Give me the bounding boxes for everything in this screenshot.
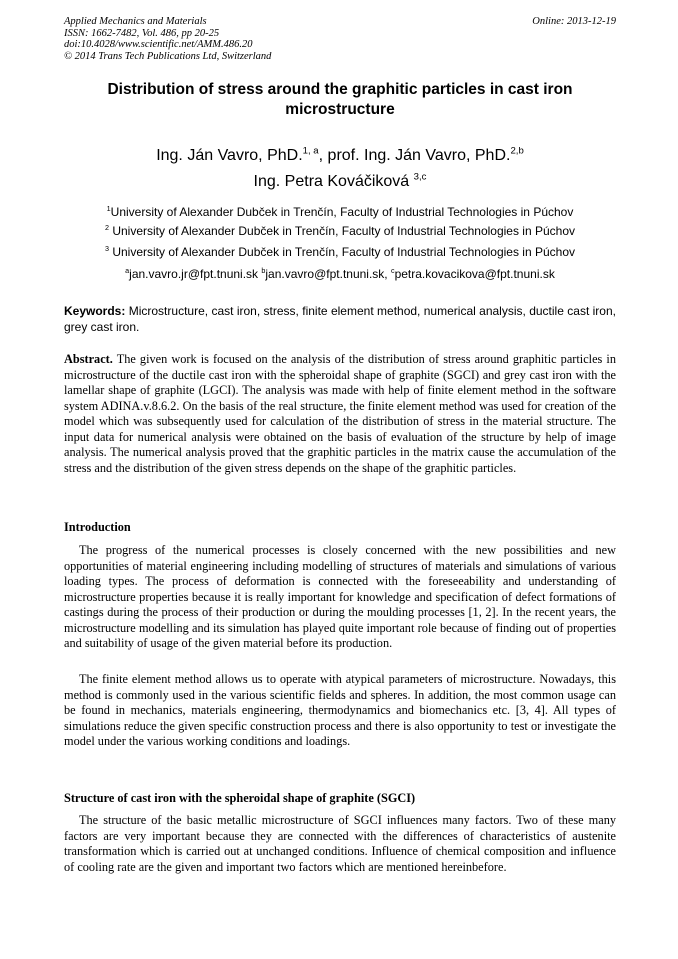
sgci-section-heading: Structure of cast iron with the spheroidal shape of graphite (SGCI) bbox=[64, 791, 416, 805]
author-line-1 bbox=[64, 146, 616, 166]
journal-issn: ISSN: 1662-7482, Vol. 486, pp 20-25 bbox=[64, 27, 220, 39]
affiliation-1-sup: 1 bbox=[106, 204, 111, 213]
journal-doi: doi:10.4028/www.scientific.net/AMM.486.20 bbox=[64, 39, 253, 50]
paper-title-line-2: microstructure bbox=[285, 101, 395, 118]
author-1: Ing. Ján Vavro, PhD. bbox=[156, 147, 303, 164]
author-emails bbox=[64, 267, 616, 281]
paper-title-line-1: Distribution of stress around the graphitic particles in cast iron bbox=[107, 81, 573, 98]
author-2: prof. Ing. Ján Vavro, PhD. bbox=[327, 147, 511, 164]
affiliation-1 bbox=[64, 205, 616, 219]
introduction-paragraph-1: The progress of the numerical processes is closely concerned with the new possibilities and new opportunities of material engineering including modelling of structures of materials and simulations of various loading types. The process of deformation is connected with the foreseeability and understanding of microstructure properties because it is really important for knowledge and specification of defect formations of castings during the process of their production or during the moulding processes [1, 2]. In the recent years, the microstructure modelling and its simulation has played quite important role because of finding out of properties and suitability of usage of the given material before its production. bbox=[64, 543, 616, 650]
affiliation-2 bbox=[64, 224, 616, 238]
keywords-label: Keywords: bbox=[64, 304, 126, 318]
email-b[interactable]: jan.vavro@fpt.tnuni.sk, bbox=[265, 267, 391, 281]
abstract-label: Abstract. bbox=[64, 352, 113, 366]
affiliation-2-sup: 2 bbox=[104, 223, 109, 232]
journal-name: Applied Mechanics and Materials bbox=[64, 16, 207, 27]
affiliation-3-sup: 3 bbox=[104, 244, 109, 253]
author-separator: , bbox=[318, 147, 328, 164]
email-a-sup: a bbox=[125, 266, 130, 275]
email-b-sup: b bbox=[261, 266, 266, 275]
affiliation-1-text: University of Alexander Dubček in Trenčín, Faculty of Industrial Technologies in Púchov bbox=[110, 205, 574, 219]
abstract-text: The given work is focused on the analysis of the distribution of stress around graphitic particles in microstructure of the ductile cast iron with the spheroidal shape of graphite (SGCI) and grey cast iron with the lamellar shape of graphite (LGCI). The analysis was made with help of finite element method in the software system ADINA.v.8.6.2. On the basis of the real structure, the finite element method was used for creation of the model which was subsequently used for calculation of the distribution of stress in the material structure. The input data for numerical analysis were obtained on the basis of evaluation of the structure by help of image analysis. The numerical analysis proved that the graphitic particles in the matrix cause the accumulation of the stress and the distribution of the given stress depends on the shape of the graphitic particles. bbox=[64, 352, 616, 475]
affiliation-3-text: University of Alexander Dubček in Trenčín, Faculty of Industrial Technologies in Púchov bbox=[108, 245, 576, 259]
email-a[interactable]: jan.vavro.jr@fpt.tnuni.sk bbox=[129, 267, 262, 281]
affiliation-2-text: University of Alexander Dubček in Trenčín, Faculty of Industrial Technologies in Púchov bbox=[108, 224, 576, 238]
author-3: Ing. Petra Kováčiková bbox=[253, 173, 414, 190]
journal-info bbox=[64, 16, 271, 62]
author-line-2 bbox=[64, 172, 616, 192]
email-c[interactable]: petra.kovacikova@fpt.tnuni.sk bbox=[394, 267, 555, 281]
author-2-sup: 2,b bbox=[510, 145, 524, 157]
abstract-block bbox=[64, 352, 616, 476]
sgci-paragraph-1: The structure of the basic metallic microstructure of SGCI influences many factors. Two of these many factors are very important because they are connected with the differences of characteristics of austenite transformation which is carried out at unchanged conditions. Influence of chemical composition and influence of cooling rate are the given and important two factors which are mentioned hereinbefore. bbox=[64, 813, 616, 874]
online-date: Online: 2013-12-19 bbox=[532, 16, 616, 27]
journal-copyright: © 2014 Trans Tech Publications Ltd, Switzerland bbox=[64, 50, 272, 62]
introduction-heading: Introduction bbox=[64, 520, 131, 534]
paper-title bbox=[64, 80, 616, 120]
keywords-text: Microstructure, cast iron, stress, finite element method, numerical analysis, ductile cast iron, grey cast iron. bbox=[64, 304, 616, 334]
keywords-block bbox=[64, 303, 616, 335]
affiliation-3 bbox=[64, 245, 616, 259]
author-3-sup: 3,c bbox=[413, 171, 427, 183]
introduction-paragraph-2: The finite element method allows us to operate with atypical parameters of microstructure. Nowadays, this method is commonly used in the various scientific fields and spheres. In addition, the most common usage can be found in mechanics, materials engineering, thermodynamics and biomechanics etc. [3, 4]. All types of simulations reduce the given specific construction process and there is also opportunity to test or investigate the model under the various working conditions and loadings. bbox=[64, 672, 616, 748]
email-c-sup: c bbox=[390, 266, 395, 275]
author-1-sup: 1, a bbox=[302, 145, 319, 157]
